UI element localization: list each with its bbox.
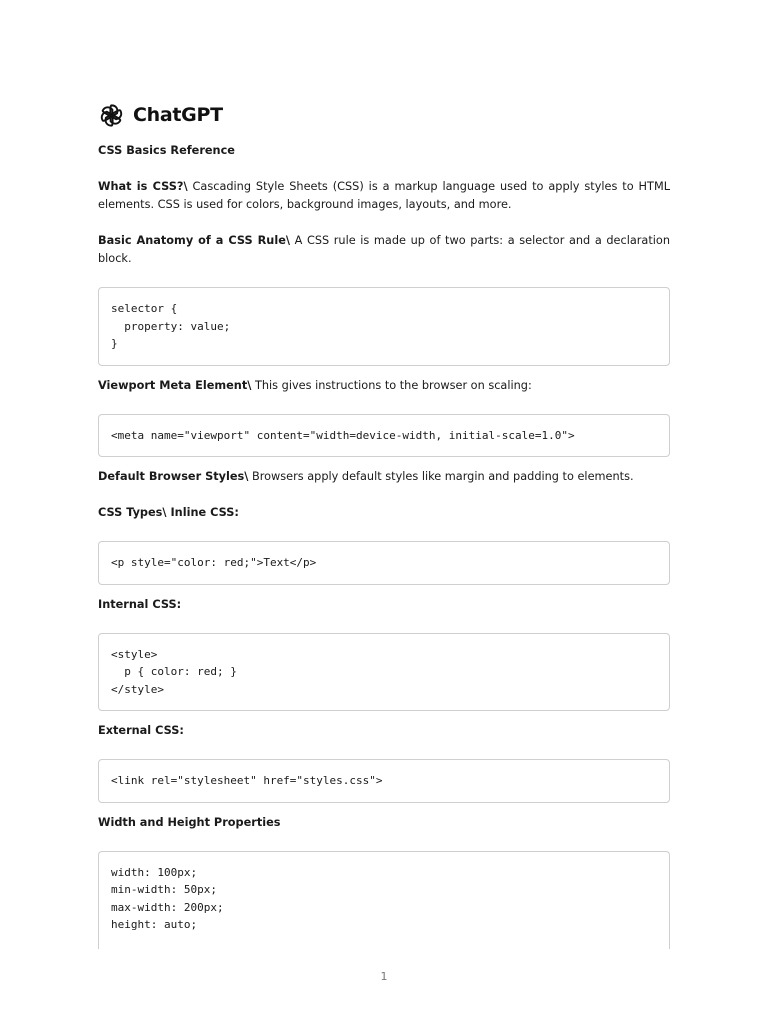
internal-css-heading: Internal CSS: [98, 597, 182, 611]
css-types-paragraph [98, 504, 670, 522]
document-page [98, 100, 670, 949]
what-is-css-paragraph [98, 178, 670, 214]
default-styles-paragraph [98, 468, 670, 486]
viewport-paragraph [98, 377, 670, 395]
external-css-heading: External CSS: [98, 724, 184, 737]
width-height-heading: Width and Height Properties [98, 815, 281, 829]
brand-name: ChatGPT [133, 104, 223, 126]
anatomy-code-block: selector { property: value; } [98, 287, 670, 366]
default-styles-heading: Default Browser Styles\ [98, 470, 249, 483]
document-title [98, 142, 670, 160]
default-styles-text: Browsers apply default styles like margin and padding to elements. [248, 470, 634, 483]
viewport-text: This gives instructions to the browser on scaling: [251, 378, 532, 392]
width-height-paragraph [98, 814, 670, 832]
what-is-css-heading: What is CSS?\ [98, 180, 188, 193]
external-css-paragraph [98, 722, 670, 740]
width-height-code-block: width: 100px; min-width: 50px; max-width: 200px; height: auto; [98, 851, 670, 949]
page-number: 1 [380, 970, 388, 983]
document-title-text: CSS Basics Reference [98, 144, 235, 157]
what-is-css-text: Cascading Style Sheets (CSS) is a markup language used to apply styles to HTML elements. CSS is used for colors, background images, layouts, and more. [98, 180, 670, 211]
internal-css-code-block: <style> p { color: red; } </style> [98, 633, 670, 712]
anatomy-heading: Basic Anatomy of a CSS Rule\ [98, 234, 290, 247]
chatgpt-logo [98, 100, 670, 130]
external-css-code-block: <link rel="stylesheet" href="styles.css"> [98, 759, 670, 803]
inline-css-code-block: <p style="color: red;">Text</p> [98, 541, 670, 585]
viewport-heading: Viewport Meta Element\ [98, 378, 252, 392]
anatomy-text: A CSS rule is made up of two parts: a selector and a declaration block. [98, 234, 670, 265]
internal-css-paragraph [98, 596, 670, 614]
anatomy-paragraph [98, 232, 670, 268]
css-types-heading: CSS Types\ Inline CSS: [98, 506, 239, 519]
openai-logo-icon [98, 102, 125, 129]
viewport-code-block: <meta name="viewport" content="width=device-width, initial-scale=1.0"> [98, 414, 670, 458]
